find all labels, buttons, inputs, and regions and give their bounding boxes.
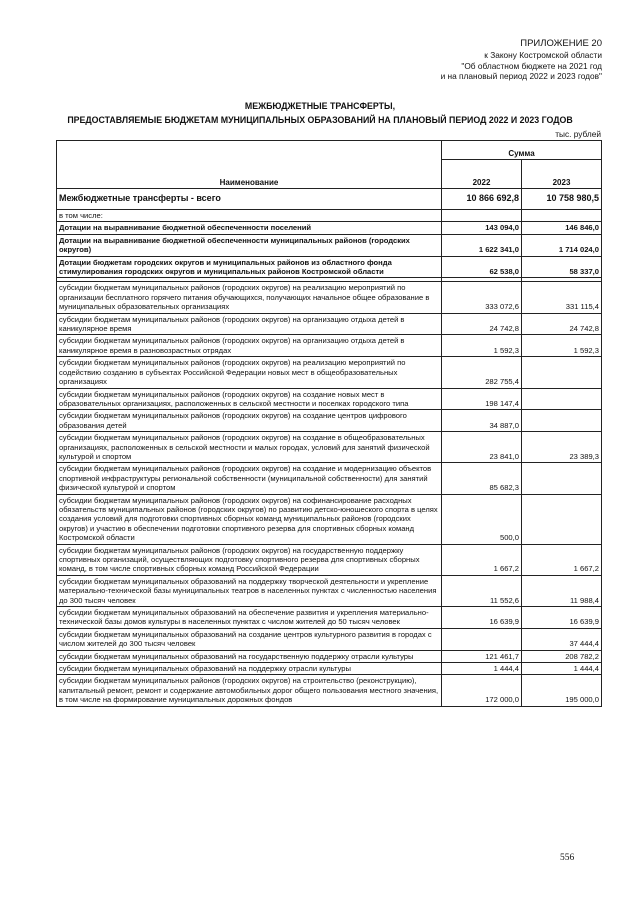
document-title bbox=[40, 100, 600, 127]
appendix-header bbox=[342, 38, 602, 82]
row-name: субсидии бюджетам муниципальных образований на обеспечение развития и укрепления материально-технической базы домов культуры в населенных пунктах с числом жителей до 50 тысяч человек bbox=[57, 607, 442, 629]
table-row bbox=[57, 628, 602, 650]
header-name: Наименование bbox=[57, 141, 442, 189]
row-value-2023: 1 667,2 bbox=[522, 544, 602, 575]
row-value-2022: 172 000,0 bbox=[442, 675, 522, 706]
table-row bbox=[57, 313, 602, 335]
table-row bbox=[57, 432, 602, 463]
row-value-2022: 34 887,0 bbox=[442, 410, 522, 432]
title-line: ПРЕДОСТАВЛЯЕМЫЕ БЮДЖЕТАМ МУНИЦИПАЛЬНЫХ ОБРАЗОВАНИЙ НА ПЛАНОВЫЙ ПЕРИОД 2022 И 2023 ГОДОВ bbox=[67, 114, 573, 125]
row-name: Дотации на выравнивание бюджетной обеспеченности поселений bbox=[57, 222, 442, 234]
row-name: субсидии бюджетам муниципальных районов (городских округов) на создание в общеобразовательных организациях, расположенных в сельской местности и малых городах, условий для занятий физической культурой и спортом bbox=[57, 432, 442, 463]
table-row bbox=[57, 234, 602, 256]
row-value-2022: 121 461,7 bbox=[442, 650, 522, 662]
row-name: субсидии бюджетам муниципальных образований на поддержку творческой деятельности и укрепление материально-технической базы муниципальных театров в населенных пунктах с численностью населения до 300 тысяч человек bbox=[57, 575, 442, 606]
header-sum: Сумма bbox=[442, 141, 602, 160]
table-row bbox=[57, 607, 602, 629]
row-value-2023 bbox=[522, 410, 602, 432]
table-row bbox=[57, 463, 602, 494]
row-value-2023: 23 389,3 bbox=[522, 432, 602, 463]
transfers-table bbox=[56, 140, 602, 707]
table-row bbox=[57, 335, 602, 357]
units-label: тыс. рублей bbox=[555, 129, 601, 139]
row-name: субсидии бюджетам муниципальных районов (городских округов) на строительство (реконструкцию), капитальный ремонт, ремонт и содержание автомобильных дорог общего пользования местного значения, в том числе на формирование муниципальных дорожных фондов bbox=[57, 675, 442, 706]
table-row bbox=[57, 388, 602, 410]
row-name: Дотации бюджетам городских округов и муниципальных районов из областного фонда стимулирования городских округов и муниципальных районов Костромской области bbox=[57, 256, 442, 278]
row-name: субсидии бюджетам муниципальных районов (городских округов) на создание и модернизацию объектов спортивной инфраструктуры региональной собственности (муниципальной собственности) для занятий физической культурой и спортом bbox=[57, 463, 442, 494]
row-value-2023: 1 714 024,0 bbox=[522, 234, 602, 256]
appendix-line: к Закону Костромской области bbox=[484, 50, 602, 60]
row-name: субсидии бюджетам муниципальных районов (городских округов) на реализацию мероприятий по организации бесплатного горячего питания обучающихся, получающих начальное общее образование в муниципальных образовательных организациях bbox=[57, 282, 442, 313]
table-row bbox=[57, 663, 602, 675]
row-name: субсидии бюджетам муниципальных районов (городских округов) на создание центров цифрового образования детей bbox=[57, 410, 442, 432]
row-value-2022: 16 639,9 bbox=[442, 607, 522, 629]
row-name: субсидии бюджетам муниципальных образований на создание центров культурного развития в городах с числом жителей до 300 тысяч человек bbox=[57, 628, 442, 650]
row-value-2022: 11 552,6 bbox=[442, 575, 522, 606]
row-name: субсидии бюджетам муниципальных районов (городских округов) на софинансирование расходных обязательств муниципальных районов (городских округов) по развитию детско-юношеского спорта в целях создания условий для подготовки спортивных сборных команд муниципальных районов (городских округов) и участию в обеспечении подготовки спортивного резерва для спортивных сборных команд Костромской области bbox=[57, 494, 442, 544]
row-value-2022: 282 755,4 bbox=[442, 357, 522, 388]
row-name: субсидии бюджетам муниципальных районов (городских округов) на организацию отдыха детей в каникулярное время bbox=[57, 313, 442, 335]
row-value-2023 bbox=[522, 357, 602, 388]
row-value-2022: 333 072,6 bbox=[442, 282, 522, 313]
total-name: Межбюджетные трансферты - всего bbox=[57, 189, 442, 210]
table-row bbox=[57, 282, 602, 313]
including-row bbox=[57, 210, 602, 222]
row-value-2022: 1 444,4 bbox=[442, 663, 522, 675]
page-number: 556 bbox=[560, 853, 575, 863]
row-name: субсидии бюджетам муниципальных образований на государственную поддержку отрасли культуры bbox=[57, 650, 442, 662]
row-value-2023: 11 988,4 bbox=[522, 575, 602, 606]
row-value-2022: 1 592,3 bbox=[442, 335, 522, 357]
row-value-2022: 198 147,4 bbox=[442, 388, 522, 410]
row-value-2023: 37 444,4 bbox=[522, 628, 602, 650]
table-row bbox=[57, 575, 602, 606]
total-2023: 10 758 980,5 bbox=[522, 189, 602, 210]
row-value-2022: 24 742,8 bbox=[442, 313, 522, 335]
appendix-line: "Об областном бюджете на 2021 год bbox=[461, 60, 602, 71]
row-value-2023: 58 337,0 bbox=[522, 256, 602, 278]
row-value-2022: 62 538,0 bbox=[442, 256, 522, 278]
row-name: субсидии бюджетам муниципальных образований на поддержку отрасли культуры bbox=[57, 663, 442, 675]
row-value-2022: 143 094,0 bbox=[442, 222, 522, 234]
row-value-2022: 1 667,2 bbox=[442, 544, 522, 575]
row-value-2023: 1 444,4 bbox=[522, 663, 602, 675]
row-name: субсидии бюджетам муниципальных районов (городских округов) на реализацию мероприятий по содействию созданию в субъектах Российской Федерации новых мест в общеобразовательных организациях bbox=[57, 357, 442, 388]
row-name: Дотации на выравнивание бюджетной обеспеченности муниципальных районов (городских округов) bbox=[57, 234, 442, 256]
appendix-title: ПРИЛОЖЕНИЕ 20 bbox=[520, 38, 602, 49]
row-value-2023: 24 742,8 bbox=[522, 313, 602, 335]
total-2022: 10 866 692,8 bbox=[442, 189, 522, 210]
header-year-2023: 2023 bbox=[522, 160, 602, 189]
table-row bbox=[57, 650, 602, 662]
row-value-2023: 1 592,3 bbox=[522, 335, 602, 357]
total-row bbox=[57, 189, 602, 210]
row-value-2022: 500,0 bbox=[442, 494, 522, 544]
header-year-2022: 2022 bbox=[442, 160, 522, 189]
title-line: МЕЖБЮДЖЕТНЫЕ ТРАНСФЕРТЫ, bbox=[244, 101, 396, 111]
row-name: субсидии бюджетам муниципальных районов (городских округов) на создание новых мест в образовательных организациях, расположенных в сельской местности и поселках городского типа bbox=[57, 388, 442, 410]
table-row bbox=[57, 494, 602, 544]
row-value-2023: 195 000,0 bbox=[522, 675, 602, 706]
row-value-2023: 208 782,2 bbox=[522, 650, 602, 662]
table-row bbox=[57, 357, 602, 388]
row-value-2023: 331 115,4 bbox=[522, 282, 602, 313]
row-value-2023: 16 639,9 bbox=[522, 607, 602, 629]
row-value-2022: 1 622 341,0 bbox=[442, 234, 522, 256]
table-row bbox=[57, 256, 602, 278]
row-value-2023 bbox=[522, 388, 602, 410]
row-name: субсидии бюджетам муниципальных районов (городских округов) на государственную поддержку спортивных организаций, осуществляющих подготовку спортивного резерва для спортивных сборных команд, в том числе спортивных сборных команд Российской Федерации bbox=[57, 544, 442, 575]
row-value-2022 bbox=[442, 628, 522, 650]
row-value-2022: 23 841,0 bbox=[442, 432, 522, 463]
table-row bbox=[57, 222, 602, 234]
row-value-2023 bbox=[522, 463, 602, 494]
table-row bbox=[57, 410, 602, 432]
row-name: субсидии бюджетам муниципальных районов (городских округов) на организацию отдыха детей в каникулярное время в разновозрастных отрядах bbox=[57, 335, 442, 357]
including-label: в том числе: bbox=[57, 210, 442, 222]
appendix-line: и на плановый период 2022 и 2023 годов" bbox=[440, 71, 602, 81]
row-value-2023 bbox=[522, 494, 602, 544]
table-row bbox=[57, 544, 602, 575]
table-row bbox=[57, 675, 602, 706]
row-value-2022: 85 682,3 bbox=[442, 463, 522, 494]
row-value-2023: 146 846,0 bbox=[522, 222, 602, 234]
